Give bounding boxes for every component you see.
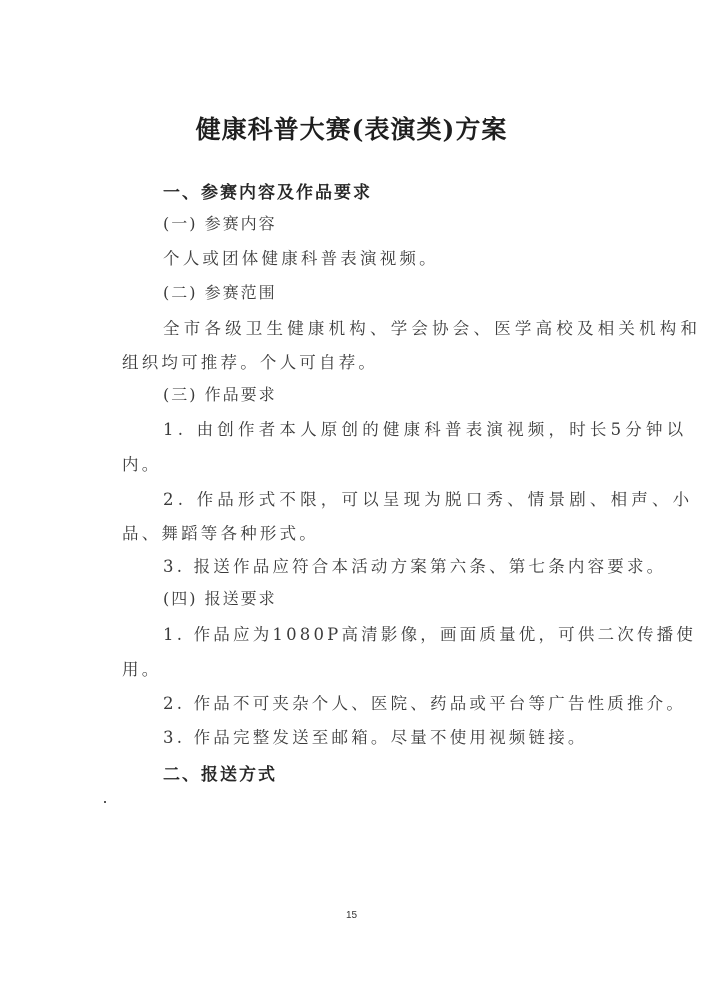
paragraph-scope-line1: 全市各级卫生健康机构、学会协会、医学高校及相关机构和 bbox=[163, 319, 702, 338]
subsection-heading-content: (一) 参赛内容 bbox=[163, 214, 277, 233]
paragraph-scope-line2: 组织均可推荐。个人可自荐。 bbox=[122, 353, 379, 372]
requirement-item-1-line2: 内。 bbox=[122, 455, 162, 474]
submission-item-1-line1: 1. 作品应为1080P高清影像，画面质量优，可供二次传播使 bbox=[163, 625, 697, 644]
section-heading-1: 一、参赛内容及作品要求 bbox=[163, 183, 372, 203]
subsection-heading-submission: (四) 报送要求 bbox=[163, 589, 277, 608]
submission-item-2: 2. 作品不可夹杂个人、医院、药品或平台等广告性质推介。 bbox=[163, 694, 687, 713]
document-title: 健康科普大赛(表演类)方案 bbox=[195, 115, 508, 144]
paragraph-content: 个人或团体健康科普表演视频。 bbox=[163, 249, 439, 268]
requirement-item-2-line2: 品、舞蹈等各种形式。 bbox=[122, 524, 319, 543]
requirement-item-1-line1: 1. 由创作者本人原创的健康科普表演视频，时长5分钟以 bbox=[163, 420, 688, 439]
submission-item-3: 3. 作品完整发送至邮箱。尽量不使用视频链接。 bbox=[163, 728, 588, 747]
requirement-item-3: 3. 报送作品应符合本活动方案第六条、第七条内容要求。 bbox=[163, 557, 667, 576]
page-number: 15 bbox=[345, 910, 358, 921]
section-heading-2: 二、报送方式 bbox=[163, 765, 277, 785]
requirement-item-2-line1: 2. 作品形式不限，可以呈现为脱口秀、情景剧、相声、小 bbox=[163, 490, 694, 509]
subsection-heading-scope: (二) 参赛范围 bbox=[163, 283, 277, 302]
subsection-heading-requirements: (三) 作品要求 bbox=[163, 385, 277, 404]
submission-item-1-line2: 用。 bbox=[122, 660, 162, 679]
scan-speck bbox=[104, 801, 106, 803]
